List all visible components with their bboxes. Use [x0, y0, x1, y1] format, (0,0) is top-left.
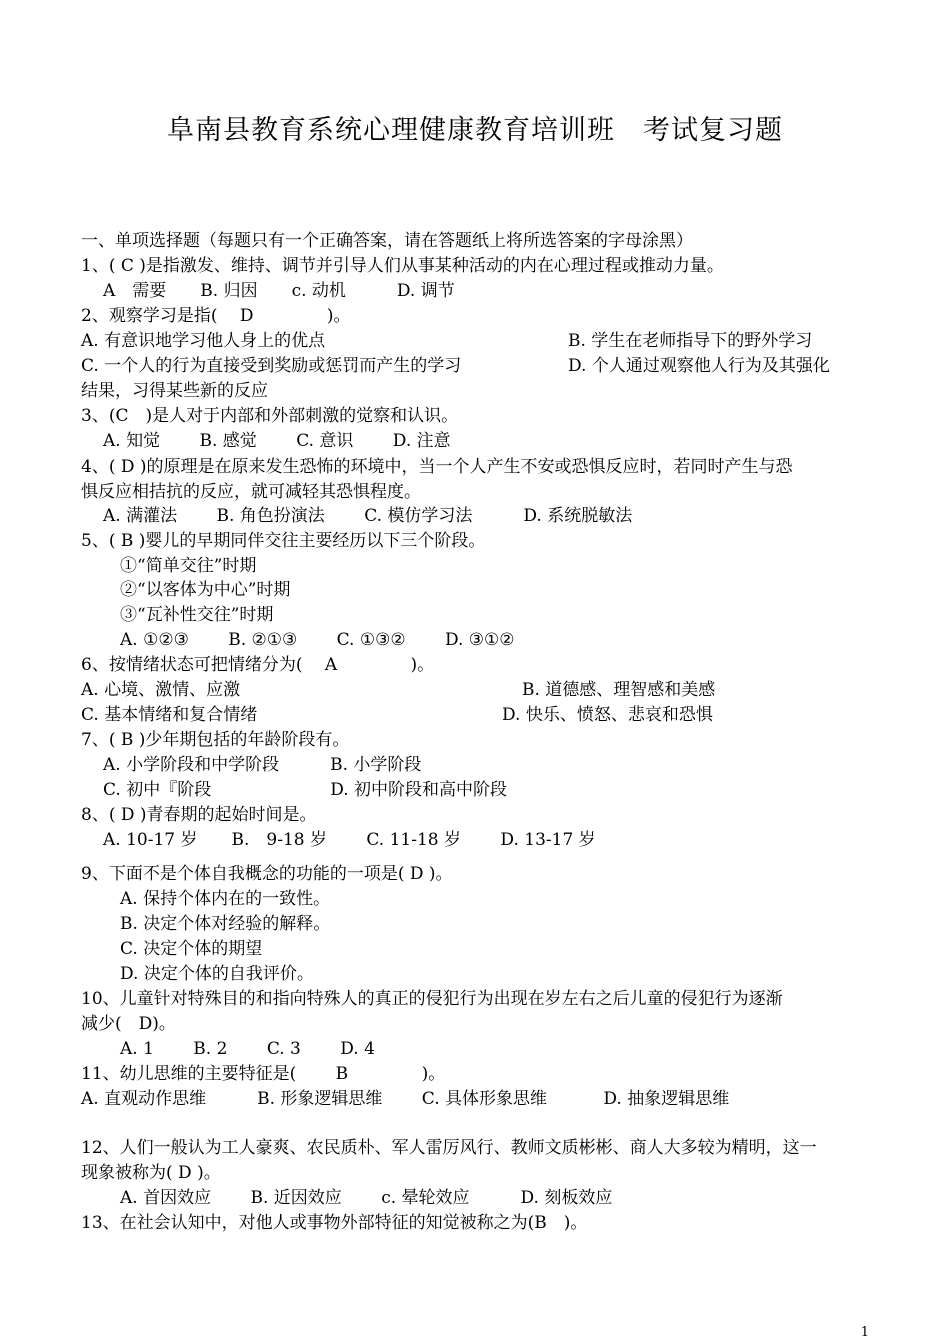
text-line: B. 决定个体对经验的解释。	[120, 914, 331, 934]
text-line: A. 小学阶段和中学阶段 B. 小学阶段	[103, 755, 422, 775]
text-line: A. 满灌法 B. 角色扮演法 C. 模仿学习法 D. 系统脱敏法	[103, 506, 633, 526]
text-line: 3、(C )是人对于内部和外部刺激的觉察和认识。	[81, 406, 459, 426]
document-title: 阜南县教育系统心理健康教育培训班 考试复习题	[167, 115, 783, 146]
text-line: 8、( D )青春期的起始时间是。	[81, 805, 317, 825]
text-line: D. 决定个体的自我评价。	[120, 964, 314, 984]
text-line: A. ①②③ B. ②①③ C. ①③② D. ③①②	[120, 630, 515, 650]
text-line: A. 首因效应 B. 近因效应 c. 晕轮效应 D. 刻板效应	[120, 1188, 613, 1208]
text-line: ③“瓦补性交往”时期	[120, 605, 274, 625]
text-line: 惧反应相拮抗的反应，就可减轻其恐惧程度。	[81, 482, 421, 502]
text-line: C. 一个人的行为直接受到奖励或惩罚而产生的学习	[81, 356, 462, 376]
text-line: 13、在社会认知中，对他人或事物外部特征的知觉被称之为(B )。	[81, 1213, 588, 1233]
text-line: C. 基本情绪和复合情绪	[81, 705, 258, 725]
text-line: 7、( B )少年期包括的年龄阶段有。	[81, 730, 350, 750]
text-line: 2、观察学习是指( D )。	[81, 306, 351, 326]
text-line: 6、按情绪状态可把情绪分为( A )。	[81, 655, 435, 675]
text-line: B. 道德感、理智感和美感	[522, 680, 716, 700]
text-line: 1、( C )是指激发、维持、调节并引导人们从事某种活动的内在心理过程或推动力量。	[81, 256, 724, 276]
text-line: 减少( D)。	[81, 1014, 176, 1034]
text-line: 5、( B )婴儿的早期同伴交往主要经历以下三个阶段。	[81, 531, 486, 551]
text-line: 12、人们一般认为工人豪爽、农民质朴、军人雷厉风行、教师文质彬彬、商人大多较为精明，这一	[81, 1138, 817, 1158]
text-line: ②“以客体为中心”时期	[120, 580, 291, 600]
text-line: D. 个人通过观察他人行为及其强化	[568, 356, 830, 376]
text-line: A. 1 B. 2 C. 3 D. 4	[120, 1039, 375, 1059]
text-line: D. 快乐、愤怒、悲哀和恐惧	[502, 705, 713, 725]
text-line: 10、儿童针对特殊目的和指向特殊人的真正的侵犯行为出现在岁左右之后儿童的侵犯行为逐渐	[81, 989, 783, 1009]
text-line: A. 知觉 B. 感觉 C. 意识 D. 注意	[103, 431, 451, 451]
text-line: C. 决定个体的期望	[120, 939, 263, 959]
text-line: 4、( D )的原理是在原来发生恐怖的环境中，当一个人产生不安或恐惧反应时，若同时产生与恐	[81, 457, 793, 477]
text-line: A. 心境、激情、应激	[81, 680, 241, 700]
text-line: C. 初中『阶段 D. 初中阶段和高中阶段	[103, 780, 508, 800]
text-line: 9、下面不是个体自我概念的功能的一项是( D )。	[81, 864, 453, 884]
text-line: ①“简单交往”时期	[120, 556, 257, 576]
text-line: A. 10-17 岁 B. 9-18 岁 C. 11-18 岁 D. 13-17 岁	[103, 830, 596, 850]
text-line: 现象被称为( D )。	[81, 1163, 221, 1183]
text-line: 一、单项选择题（每题只有一个正确答案，请在答题纸上将所选答案的字母涂黑）	[81, 231, 693, 251]
text-line: A. 保持个体内在的一致性。	[120, 889, 331, 909]
text-line: 11、幼儿思维的主要特征是( B )。	[81, 1064, 446, 1084]
text-line: 结果，习得某些新的反应	[81, 381, 268, 401]
text-line: B. 学生在老师指导下的野外学习	[568, 331, 813, 351]
text-line: A. 有意识地学习他人身上的优点	[81, 331, 326, 351]
page-number: 1	[860, 1325, 869, 1340]
text-line: A 需要 B. 归因 c. 动机 D. 调节	[103, 281, 455, 301]
text-line: A. 直观动作思维 B. 形象逻辑思维 C. 具体形象思维 D. 抽象逻辑思维	[81, 1089, 730, 1109]
